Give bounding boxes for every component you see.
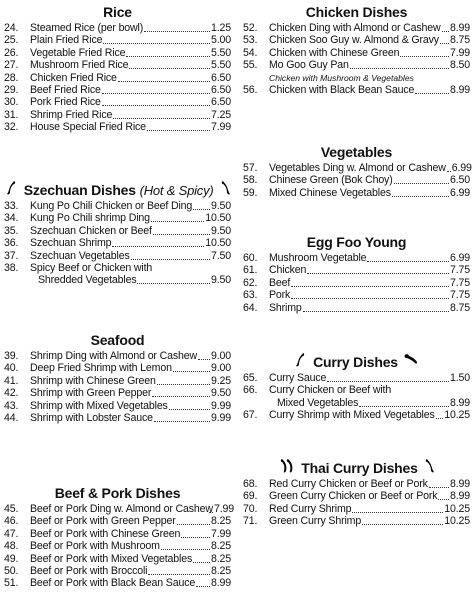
item-number: 60. [243, 252, 258, 264]
item-name: Spicy Beef or Chicken with [30, 261, 153, 274]
menu-item [4, 96, 231, 108]
menu-item [4, 350, 231, 362]
item-name: Mushroom Vegetable [269, 252, 367, 264]
menu-item [4, 84, 231, 96]
item-name: Red Curry Chicken or Beef or Pork [269, 478, 428, 490]
item-name: Kung Po Chili Chicken or Beef Ding [30, 200, 193, 212]
item-name: Steamed Rice (per bowl) [30, 22, 144, 34]
item-number: 41. [4, 374, 19, 387]
menu-item-list [243, 478, 470, 528]
item-number: 62. [243, 276, 258, 289]
menu-item [4, 540, 231, 552]
item-price: 9.00 [210, 350, 231, 362]
item-number: 64. [243, 301, 258, 314]
dot-leader [154, 412, 210, 422]
item-price: 5.50 [210, 46, 231, 59]
menu-item-list [4, 22, 231, 134]
menu-item [4, 225, 231, 237]
menu-item [4, 387, 231, 399]
item-name: Pork [269, 289, 291, 302]
menu-item [243, 478, 470, 490]
menu-item [243, 409, 470, 421]
menu-item-continuation [4, 274, 231, 286]
section-title: Beef & Pork Dishes [54, 485, 181, 501]
item-name: Beef [269, 276, 291, 289]
item-name: Mushroom Fried Rice [30, 59, 129, 72]
menu-item [4, 503, 235, 515]
item-number: 53. [243, 34, 258, 47]
menu-item [4, 412, 231, 424]
dot-leader [126, 47, 210, 57]
dot-leader [169, 400, 210, 410]
item-price: 10.50 [205, 212, 231, 225]
item-name: Mo Goo Guy Pan [269, 59, 349, 72]
dot-leader [196, 577, 210, 587]
dot-leader [436, 409, 444, 419]
dot-leader [400, 47, 449, 57]
item-price: 9.50 [210, 200, 231, 212]
dot-leader [129, 59, 210, 69]
item-name: Beef or Pork with Mixed Vegetables [30, 552, 193, 565]
item-price: 8.99 [449, 396, 470, 409]
item-price: 9.50 [210, 387, 231, 400]
szechuan-section [4, 180, 231, 287]
section-title: Vegetables [320, 144, 393, 160]
item-name: Chicken Fried Rice [30, 71, 117, 84]
dot-leader [198, 350, 210, 360]
item-name: Chicken Ding with Almond or Cashew [269, 22, 441, 34]
menu-item-list [4, 200, 231, 262]
menu-item [243, 47, 470, 59]
item-name: Shrimp Ding with Almond or Cashew [30, 350, 197, 362]
item-number: 68. [243, 478, 258, 490]
menu-item [4, 59, 231, 71]
menu-item [4, 47, 231, 59]
item-price: 8.99 [210, 577, 231, 590]
menu-item [243, 22, 470, 34]
dot-leader [152, 387, 210, 397]
section-title-row [243, 352, 470, 372]
menu-item [4, 121, 231, 133]
item-name: Green Curry Chicken or Beef or Pork [269, 490, 438, 503]
chili-pepper-icon [6, 180, 18, 202]
section-title-row [4, 180, 231, 200]
item-price: 9.50 [210, 224, 231, 237]
menu-item [4, 400, 231, 412]
item-name: Plain Fried Rice [30, 34, 103, 47]
dot-leader [148, 565, 210, 575]
item-number: 33. [4, 200, 19, 212]
item-number: 63. [243, 289, 258, 302]
item-name: Mixed Vegetables [277, 396, 359, 409]
menu-item [4, 72, 231, 84]
dot-leader [327, 372, 449, 382]
item-name: Beef or Pork with Chinese Green [30, 527, 181, 540]
item-name: Chicken with Black Bean Sauce [269, 83, 415, 96]
item-number: 34. [4, 212, 19, 225]
item-price: 8.25 [210, 552, 231, 565]
item-number: 31. [4, 108, 19, 121]
item-name: Beef or Pork with Green Pepper [30, 515, 176, 528]
menu-item [4, 237, 231, 249]
dot-leader [367, 252, 449, 262]
menu-item [243, 252, 470, 264]
menu-item [4, 528, 231, 540]
item-price: 10.25 [444, 515, 470, 528]
item-number: 67. [243, 409, 258, 422]
item-price: 7.99 [449, 46, 470, 59]
item-number: 54. [243, 46, 258, 59]
section-title-row [243, 458, 470, 478]
chili-pepper-icon [295, 352, 307, 374]
item-name: Beef or Pork with Broccoli [30, 564, 148, 577]
menu-item-list [243, 252, 470, 314]
seafood-section [4, 330, 231, 424]
item-name: Pork Fried Rice [30, 96, 101, 109]
menu-item [243, 302, 470, 314]
item-number: 36. [4, 237, 19, 250]
chili-pepper-icon [278, 458, 296, 480]
item-number: 66. [243, 384, 258, 397]
item-name: Chinese Green (Bok Choy) [269, 174, 393, 187]
rice-section [4, 2, 231, 134]
item-price: 8.50 [449, 59, 470, 72]
item-number: 69. [243, 490, 258, 503]
item-price: 7.75 [449, 289, 470, 302]
item-number: 40. [4, 362, 19, 375]
section-title: Rice [103, 4, 132, 20]
dot-leader [394, 174, 449, 184]
chicken-section [243, 2, 470, 96]
dot-leader [440, 34, 449, 44]
dot-leader [144, 22, 210, 32]
item-name: Shrimp with Mixed Vegetables [30, 399, 168, 412]
menu-item-continuation [243, 397, 470, 409]
section-title: Chicken Dishes [305, 4, 408, 20]
menu-item-list [243, 162, 470, 199]
item-name: Chicken [269, 264, 307, 277]
item-number: 48. [4, 540, 19, 553]
item-name: Szechuan Shrimp [30, 237, 112, 250]
menu-item [4, 565, 231, 577]
vegetables-section [243, 142, 470, 199]
item-name: Shrimp Fried Rice [30, 108, 113, 121]
menu-item [243, 264, 470, 276]
section-title: Szechuan Dishes [23, 182, 136, 198]
item-name: Szechuan Chicken or Beef [30, 224, 152, 237]
item-number: 30. [4, 96, 19, 109]
dot-leader [307, 264, 449, 274]
item-number: 51. [4, 577, 19, 590]
dot-leader [291, 289, 449, 299]
item-name: Shrimp with Green Pepper [30, 387, 152, 400]
item-number: 38. [4, 261, 19, 274]
item-number: 70. [243, 502, 258, 515]
item-price: 9.50 [210, 274, 231, 287]
dot-leader [102, 96, 210, 106]
item-price: 6.99 [451, 162, 472, 174]
menu-item [243, 289, 470, 301]
item-number: 42. [4, 387, 19, 400]
beef-pork-section [4, 483, 235, 590]
section-title: Curry Dishes [313, 354, 398, 370]
item-price: 7.99 [210, 527, 231, 540]
dot-leader [415, 84, 449, 94]
menu-item [243, 59, 470, 71]
dot-leader [153, 225, 210, 235]
item-price: 6.50 [210, 83, 231, 96]
dot-leader [438, 490, 449, 500]
item-number: 57. [243, 162, 258, 174]
curry-section [243, 352, 470, 422]
dot-leader [173, 362, 210, 372]
egg-foo-young-section [243, 232, 470, 314]
item-price: 5.00 [210, 34, 231, 47]
dot-leader [442, 22, 449, 32]
dot-leader [157, 375, 210, 385]
item-price: 7.99 [214, 503, 235, 515]
item-name: Beef or Pork with Mushroom [30, 540, 160, 553]
section-subtitle: (Hot & Spicy) [139, 183, 214, 198]
menu-item [243, 162, 470, 174]
chili-pepper-icon [423, 458, 435, 480]
menu-item [4, 22, 231, 34]
item-number: 65. [243, 372, 258, 384]
item-price: 10.50 [205, 237, 231, 250]
menu-item [4, 250, 231, 262]
item-price: 9.00 [210, 362, 231, 375]
item-price: 9.99 [210, 411, 231, 424]
dot-leader [103, 34, 210, 44]
item-price: 8.25 [210, 564, 231, 577]
menu-item [243, 84, 470, 96]
dot-leader [102, 84, 210, 94]
menu-item [4, 34, 231, 46]
menu-item [243, 187, 470, 199]
item-name: Curry Chicken or Beef with [269, 384, 392, 397]
chili-pepper-icon [219, 180, 231, 202]
item-price: 7.25 [210, 108, 231, 121]
item-price: 8.25 [210, 540, 231, 553]
item-price: 10.25 [444, 502, 470, 515]
item-price: 7.75 [449, 264, 470, 277]
item-price: 9.99 [210, 399, 231, 412]
item-number: 50. [4, 564, 19, 577]
item-price: 6.99 [449, 252, 470, 264]
item-name: Shredded Vegetables [38, 274, 137, 287]
menu-item [4, 109, 231, 121]
item-price: 1.50 [449, 372, 470, 384]
dot-leader [350, 59, 449, 69]
item-number: 32. [4, 121, 19, 134]
item-price: 8.75 [449, 301, 470, 314]
item-number: 55. [243, 59, 258, 72]
item-number: 39. [4, 350, 19, 362]
menu-item [4, 212, 231, 224]
item-name: Red Curry Shrimp [269, 502, 352, 515]
dot-leader [161, 540, 210, 550]
menu-item [243, 384, 470, 396]
item-number: 29. [4, 83, 19, 96]
item-number: 28. [4, 71, 19, 84]
item-number: 46. [4, 515, 19, 528]
menu-item [243, 503, 470, 515]
dot-leader [209, 503, 213, 513]
item-name: Chicken Soo Guy w. Almond & Gravy [269, 34, 439, 47]
item-price: 6.50 [449, 174, 470, 187]
menu-item [4, 515, 231, 527]
item-name: Shrimp [269, 301, 302, 314]
item-number: 43. [4, 399, 19, 412]
item-price: 10.25 [444, 409, 470, 422]
item-name: Shrimp with Chinese Green [30, 374, 156, 387]
menu-item [243, 515, 470, 527]
item-name: Beef or Pork Ding w. Almond or Cashew [30, 503, 213, 515]
item-price: 8.99 [449, 22, 470, 34]
dot-leader [131, 250, 210, 260]
menu-item-list [4, 350, 231, 424]
item-name: Kung Po Chili shrimp Ding [30, 212, 150, 225]
menu-item [243, 490, 470, 502]
dot-leader [193, 200, 210, 210]
menu-item [4, 362, 231, 374]
item-name: House Special Fried Rice [30, 121, 146, 134]
section-title: Egg Foo Young [306, 234, 407, 250]
item-price: 5.50 [210, 59, 231, 72]
item-name: Vegetables Ding w. Almond or Cashew [269, 162, 446, 174]
dot-leader [392, 187, 449, 197]
item-name: Vegetable Fried Rice [30, 46, 126, 59]
item-name: Chicken with Chinese Green [269, 46, 400, 59]
item-price: 9.25 [210, 374, 231, 387]
item-name: Mixed Chinese Vegetables [269, 186, 391, 199]
dot-leader [118, 72, 210, 82]
dot-leader [113, 109, 210, 119]
dot-leader [303, 302, 449, 312]
item-price: 8.25 [210, 515, 231, 528]
dot-leader [193, 553, 210, 563]
chili-pepper-icon [404, 352, 418, 374]
item-number: 71. [243, 515, 258, 528]
thai-curry-section [243, 458, 470, 528]
item-price: 7.99 [210, 121, 231, 134]
item-price: 6.50 [210, 71, 231, 84]
dot-leader [429, 478, 449, 488]
item-number: 49. [4, 552, 19, 565]
item-number: 56. [243, 83, 258, 96]
item-number: 52. [243, 22, 258, 34]
item-price: 8.99 [449, 490, 470, 503]
item-number: 44. [4, 411, 19, 424]
item-name: Green Curry Shrimp [269, 515, 362, 528]
item-price: 8.99 [449, 83, 470, 96]
item-price: 7.75 [449, 276, 470, 289]
item-name: Curry Sauce [269, 372, 327, 384]
dot-leader [291, 277, 449, 287]
menu-item [243, 34, 470, 46]
item-price: 8.75 [449, 34, 470, 47]
item-name: Beef or Pork with Black Bean Sauce [30, 577, 196, 590]
section-title: Seafood [90, 332, 145, 348]
dot-leader [352, 503, 443, 513]
item-number: 37. [4, 249, 19, 262]
item-number: 25. [4, 34, 19, 47]
item-number: 27. [4, 59, 19, 72]
item-number: 26. [4, 46, 19, 59]
item-name: Szechuan Vegetables [30, 249, 130, 262]
dot-leader [177, 515, 210, 525]
item-price: 8.99 [449, 478, 470, 490]
menu-item [243, 372, 470, 384]
item-price: 7.50 [210, 249, 231, 262]
item-price: 6.50 [210, 96, 231, 109]
item-number: 59. [243, 186, 258, 199]
menu-item-list [4, 503, 235, 590]
menu-item [4, 200, 231, 212]
menu-item [4, 262, 231, 274]
item-price: 1.25 [210, 22, 231, 34]
item-number: 61. [243, 264, 258, 277]
dot-leader [147, 121, 210, 131]
menu-item [243, 277, 470, 289]
section-title: Thai Curry Dishes [301, 460, 418, 476]
item-name: Deep Fried Shrimp with Lemon [30, 362, 172, 375]
dot-leader [447, 162, 451, 172]
menu-item [243, 174, 470, 186]
menu-item-list [243, 22, 470, 72]
item-name: Shrimp with Lobster Sauce [30, 411, 153, 424]
menu-item [4, 375, 231, 387]
item-number: 45. [4, 503, 19, 515]
item-number: 58. [243, 174, 258, 187]
item-name: Curry Shrimp with Mixed Vegetables [269, 409, 435, 422]
menu-item [4, 553, 231, 565]
dot-leader [112, 237, 204, 247]
dot-leader [359, 397, 449, 407]
dot-leader [137, 274, 210, 284]
item-number: 47. [4, 527, 19, 540]
menu-item [4, 577, 231, 589]
item-note: Chicken with Mushroom & Vegetables [269, 72, 414, 83]
item-number: 24. [4, 22, 19, 34]
dot-leader [151, 212, 204, 222]
item-name: Beef Fried Rice [30, 83, 101, 96]
item-number: 35. [4, 224, 19, 237]
dot-leader [362, 515, 443, 525]
dot-leader [181, 528, 210, 538]
item-price: 6.99 [449, 186, 470, 199]
